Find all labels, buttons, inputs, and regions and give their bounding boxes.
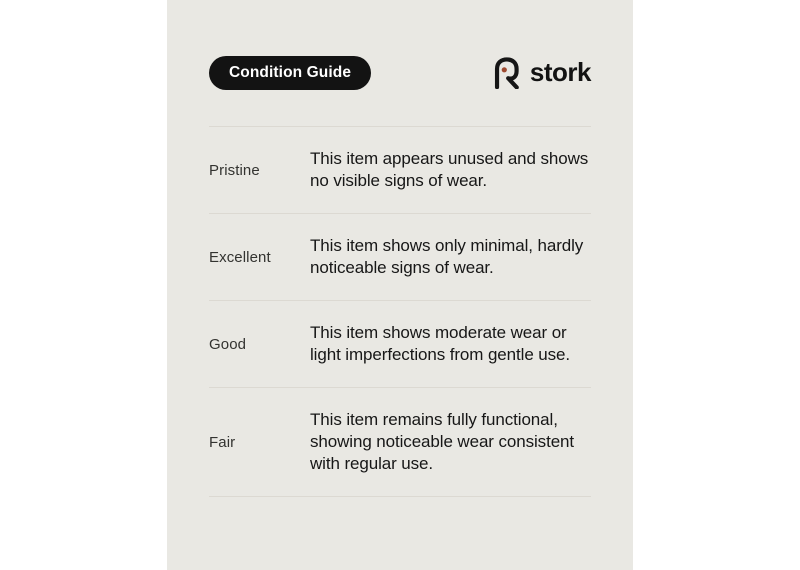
condition-row-pristine (209, 126, 591, 213)
stork-head-icon (492, 57, 522, 89)
condition-guide-badge: Condition Guide (209, 56, 371, 90)
card-header (209, 56, 591, 90)
condition-label: Fair (209, 433, 236, 451)
condition-guide-card (167, 0, 633, 570)
condition-label: Pristine (209, 161, 260, 179)
condition-description: This item remains fully functional, showing noticeable wear consistent with regular use. (310, 410, 575, 473)
stork-logo-text: stork (529, 57, 591, 87)
condition-row-good (209, 300, 591, 387)
condition-label: Excellent (209, 248, 271, 266)
condition-label: Good (209, 335, 247, 353)
condition-description: This item shows moderate wear or light imperfections from gentle use. (310, 323, 571, 364)
stork-eye-dot (502, 67, 507, 72)
stork-logo (492, 57, 591, 89)
condition-description: This item appears unused and shows no visible signs of wear. (310, 149, 589, 190)
condition-row-excellent (209, 213, 591, 300)
condition-list (209, 126, 591, 497)
condition-description: This item shows only minimal, hardly noticeable signs of wear. (310, 236, 584, 277)
condition-row-fair (209, 387, 591, 497)
